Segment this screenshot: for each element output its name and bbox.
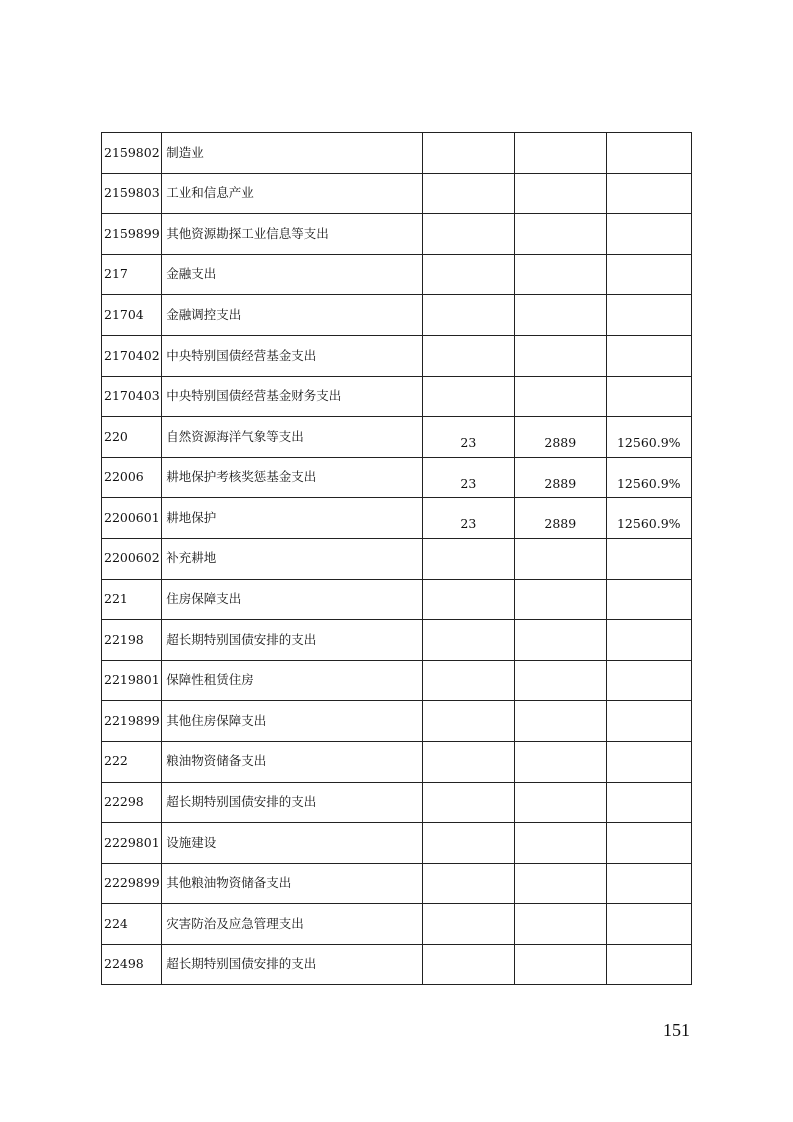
row-value-3 bbox=[607, 247, 691, 254]
row-value-3 bbox=[607, 612, 691, 619]
row-code-cell bbox=[102, 660, 162, 701]
row-value-3-cell bbox=[606, 417, 691, 458]
row-code: 2159802 bbox=[104, 144, 160, 160]
row-value-2-cell bbox=[515, 579, 606, 620]
row-value-3-cell bbox=[606, 782, 691, 823]
row-value-2-cell bbox=[515, 133, 606, 174]
budget-table bbox=[101, 132, 692, 985]
row-name-cell bbox=[162, 701, 422, 742]
row-name: 超长期特别国债安排的支出 bbox=[166, 956, 317, 972]
row-name: 耕地保护考核奖惩基金支出 bbox=[166, 469, 317, 485]
row-code: 2229899 bbox=[104, 875, 160, 891]
row-code-cell bbox=[102, 376, 162, 417]
row-value-2: 2889 bbox=[544, 475, 577, 491]
row-value-1-cell bbox=[422, 457, 514, 498]
row-code-cell bbox=[102, 620, 162, 661]
row-value-1-cell bbox=[422, 904, 514, 945]
row-name-cell bbox=[162, 173, 422, 214]
row-value-3 bbox=[607, 206, 691, 213]
row-value-1 bbox=[423, 409, 514, 416]
row-name-cell bbox=[162, 660, 422, 701]
row-value-2-cell bbox=[515, 254, 606, 295]
row-value-2-cell bbox=[515, 538, 606, 579]
row-value-3 bbox=[607, 287, 691, 294]
table-row bbox=[102, 741, 692, 782]
row-value-2-cell bbox=[515, 944, 606, 985]
row-value-1 bbox=[423, 775, 514, 782]
row-value-3-cell bbox=[606, 295, 691, 336]
row-value-1 bbox=[423, 612, 514, 619]
row-name-cell bbox=[162, 538, 422, 579]
row-code: 2200602 bbox=[104, 550, 160, 566]
row-value-2 bbox=[515, 856, 605, 863]
row-value-1 bbox=[423, 328, 514, 335]
row-value-1-cell bbox=[422, 417, 514, 458]
row-value-3-cell bbox=[606, 823, 691, 864]
row-value-2 bbox=[515, 409, 605, 416]
row-value-2-cell bbox=[515, 214, 606, 255]
row-value-3-cell bbox=[606, 863, 691, 904]
table-row bbox=[102, 620, 692, 661]
row-name: 耕地保护 bbox=[166, 509, 217, 525]
row-code-cell bbox=[102, 417, 162, 458]
row-code: 22298 bbox=[104, 794, 144, 810]
row-value-3-cell bbox=[606, 457, 691, 498]
page-number: 151 bbox=[663, 1020, 690, 1040]
row-value-1-cell bbox=[422, 863, 514, 904]
row-name: 中央特别国债经营基金支出 bbox=[166, 347, 317, 363]
row-code-cell bbox=[102, 214, 162, 255]
row-value-2 bbox=[515, 815, 605, 822]
row-value-1 bbox=[423, 166, 514, 173]
row-name-cell bbox=[162, 741, 422, 782]
row-value-1 bbox=[423, 369, 514, 376]
row-value-3-cell bbox=[606, 904, 691, 945]
row-value-2 bbox=[515, 287, 605, 294]
row-code-cell bbox=[102, 538, 162, 579]
row-value-3 bbox=[607, 409, 691, 416]
row-value-2 bbox=[515, 775, 605, 782]
row-code-cell bbox=[102, 457, 162, 498]
row-code-cell bbox=[102, 335, 162, 376]
row-value-2 bbox=[515, 247, 605, 254]
row-code-cell bbox=[102, 295, 162, 336]
row-name-cell bbox=[162, 498, 422, 539]
row-value-1-cell bbox=[422, 701, 514, 742]
table-row bbox=[102, 823, 692, 864]
row-value-1 bbox=[423, 896, 514, 903]
row-name-cell bbox=[162, 214, 422, 255]
row-value-2 bbox=[515, 977, 605, 984]
row-value-3-cell bbox=[606, 335, 691, 376]
row-value-2: 2889 bbox=[544, 435, 577, 451]
row-value-3 bbox=[607, 653, 691, 660]
row-value-2-cell bbox=[515, 173, 606, 214]
row-value-3: 12560.9% bbox=[616, 516, 681, 532]
row-code: 2170402 bbox=[104, 347, 160, 363]
row-name: 其他住房保障支出 bbox=[166, 712, 267, 728]
row-name: 住房保障支出 bbox=[166, 591, 242, 607]
row-code: 2159899 bbox=[104, 225, 160, 241]
row-code: 2229801 bbox=[104, 834, 160, 850]
row-value-1 bbox=[423, 815, 514, 822]
row-value-1-cell bbox=[422, 214, 514, 255]
table-row bbox=[102, 173, 692, 214]
row-value-1-cell bbox=[422, 538, 514, 579]
row-value-2 bbox=[515, 653, 605, 660]
row-code: 22498 bbox=[104, 956, 144, 972]
row-value-2-cell bbox=[515, 701, 606, 742]
table-row bbox=[102, 335, 692, 376]
row-name: 制造业 bbox=[166, 144, 204, 160]
row-name-cell bbox=[162, 863, 422, 904]
table-row bbox=[102, 538, 692, 579]
row-code: 222 bbox=[104, 753, 128, 769]
row-code: 2170403 bbox=[104, 388, 160, 404]
row-value-1 bbox=[423, 206, 514, 213]
row-code-cell bbox=[102, 741, 162, 782]
table-row bbox=[102, 133, 692, 174]
row-value-1-cell bbox=[422, 498, 514, 539]
row-value-3-cell bbox=[606, 214, 691, 255]
row-value-2-cell bbox=[515, 417, 606, 458]
row-value-1-cell bbox=[422, 335, 514, 376]
row-name: 金融支出 bbox=[166, 266, 217, 282]
table-body bbox=[102, 133, 692, 985]
row-value-2-cell bbox=[515, 904, 606, 945]
row-code: 221 bbox=[104, 591, 128, 607]
row-value-1 bbox=[423, 247, 514, 254]
row-value-3-cell bbox=[606, 620, 691, 661]
row-value-3-cell bbox=[606, 376, 691, 417]
row-code: 21704 bbox=[104, 306, 144, 322]
row-value-3 bbox=[607, 937, 691, 944]
row-code-cell bbox=[102, 498, 162, 539]
row-value-1-cell bbox=[422, 741, 514, 782]
row-code-cell bbox=[102, 944, 162, 985]
row-name: 中央特别国债经营基金财务支出 bbox=[166, 388, 342, 404]
row-value-1-cell bbox=[422, 173, 514, 214]
row-value-1-cell bbox=[422, 376, 514, 417]
table-row bbox=[102, 660, 692, 701]
row-code: 2200601 bbox=[104, 509, 160, 525]
row-value-1: 23 bbox=[460, 435, 477, 451]
row-value-2 bbox=[515, 572, 605, 579]
row-name: 超长期特别国债安排的支出 bbox=[166, 631, 317, 647]
row-name: 超长期特别国债安排的支出 bbox=[166, 794, 317, 810]
row-code-cell bbox=[102, 254, 162, 295]
row-value-1-cell bbox=[422, 660, 514, 701]
row-value-1 bbox=[423, 693, 514, 700]
row-value-2-cell bbox=[515, 823, 606, 864]
row-value-2-cell bbox=[515, 620, 606, 661]
row-code-cell bbox=[102, 904, 162, 945]
row-value-3: 12560.9% bbox=[616, 475, 681, 491]
row-value-3 bbox=[607, 775, 691, 782]
row-value-2-cell bbox=[515, 863, 606, 904]
row-name: 其他粮油物资储备支出 bbox=[166, 875, 292, 891]
row-name-cell bbox=[162, 254, 422, 295]
row-value-3-cell bbox=[606, 701, 691, 742]
row-code: 2219899 bbox=[104, 712, 160, 728]
row-value-3-cell bbox=[606, 133, 691, 174]
row-name-cell bbox=[162, 335, 422, 376]
row-value-2 bbox=[515, 166, 605, 173]
row-name-cell bbox=[162, 579, 422, 620]
table-row bbox=[102, 782, 692, 823]
row-name: 灾害防治及应急管理支出 bbox=[166, 915, 304, 931]
row-name: 保障性租赁住房 bbox=[166, 672, 254, 688]
row-name: 补充耕地 bbox=[166, 550, 217, 566]
row-value-1 bbox=[423, 734, 514, 741]
row-value-3 bbox=[607, 856, 691, 863]
row-value-3 bbox=[607, 734, 691, 741]
row-value-2-cell bbox=[515, 335, 606, 376]
row-value-3: 12560.9% bbox=[616, 435, 681, 451]
row-name: 设施建设 bbox=[166, 834, 217, 850]
row-code: 217 bbox=[104, 266, 128, 282]
row-value-3 bbox=[607, 815, 691, 822]
row-code: 224 bbox=[104, 915, 128, 931]
row-value-1 bbox=[423, 572, 514, 579]
row-name-cell bbox=[162, 620, 422, 661]
row-value-2 bbox=[515, 612, 605, 619]
row-code: 220 bbox=[104, 428, 128, 444]
row-value-1-cell bbox=[422, 579, 514, 620]
row-value-1-cell bbox=[422, 823, 514, 864]
row-name-cell bbox=[162, 295, 422, 336]
row-value-1-cell bbox=[422, 944, 514, 985]
row-value-2 bbox=[515, 328, 605, 335]
row-name: 金融调控支出 bbox=[166, 306, 242, 322]
row-value-3-cell bbox=[606, 579, 691, 620]
row-code-cell bbox=[102, 823, 162, 864]
row-name-cell bbox=[162, 417, 422, 458]
row-code: 22198 bbox=[104, 631, 144, 647]
row-value-1: 23 bbox=[460, 475, 477, 491]
row-value-1-cell bbox=[422, 254, 514, 295]
row-code-cell bbox=[102, 782, 162, 823]
table-row bbox=[102, 904, 692, 945]
row-name: 自然资源海洋气象等支出 bbox=[166, 428, 304, 444]
row-value-1 bbox=[423, 856, 514, 863]
row-value-1-cell bbox=[422, 295, 514, 336]
row-value-2-cell bbox=[515, 741, 606, 782]
row-value-3 bbox=[607, 369, 691, 376]
row-value-3 bbox=[607, 977, 691, 984]
row-name-cell bbox=[162, 904, 422, 945]
table-row bbox=[102, 295, 692, 336]
table-row bbox=[102, 579, 692, 620]
row-value-1 bbox=[423, 977, 514, 984]
row-value-3-cell bbox=[606, 944, 691, 985]
table-row bbox=[102, 701, 692, 742]
row-value-2-cell bbox=[515, 457, 606, 498]
row-value-3 bbox=[607, 693, 691, 700]
row-value-1 bbox=[423, 937, 514, 944]
row-value-2 bbox=[515, 896, 605, 903]
row-value-2 bbox=[515, 206, 605, 213]
row-value-3-cell bbox=[606, 741, 691, 782]
row-value-1 bbox=[423, 287, 514, 294]
row-name-cell bbox=[162, 944, 422, 985]
row-code: 2219801 bbox=[104, 672, 160, 688]
row-value-3-cell bbox=[606, 660, 691, 701]
row-value-2 bbox=[515, 693, 605, 700]
row-value-1-cell bbox=[422, 782, 514, 823]
row-name-cell bbox=[162, 376, 422, 417]
table-row bbox=[102, 498, 692, 539]
row-name-cell bbox=[162, 457, 422, 498]
row-code: 22006 bbox=[104, 469, 144, 485]
row-value-1-cell bbox=[422, 620, 514, 661]
table-row bbox=[102, 457, 692, 498]
row-value-3 bbox=[607, 572, 691, 579]
row-value-3 bbox=[607, 166, 691, 173]
row-code-cell bbox=[102, 701, 162, 742]
row-value-3 bbox=[607, 896, 691, 903]
table-row bbox=[102, 214, 692, 255]
row-name-cell bbox=[162, 782, 422, 823]
table-row bbox=[102, 863, 692, 904]
row-value-1-cell bbox=[422, 133, 514, 174]
row-value-3 bbox=[607, 328, 691, 335]
row-value-1 bbox=[423, 653, 514, 660]
row-value-2-cell bbox=[515, 376, 606, 417]
table-row bbox=[102, 254, 692, 295]
row-name: 粮油物资储备支出 bbox=[166, 753, 267, 769]
row-code-cell bbox=[102, 133, 162, 174]
row-name-cell bbox=[162, 133, 422, 174]
row-value-3-cell bbox=[606, 173, 691, 214]
table-row bbox=[102, 417, 692, 458]
row-code-cell bbox=[102, 173, 162, 214]
row-value-2 bbox=[515, 734, 605, 741]
row-value-2-cell bbox=[515, 782, 606, 823]
row-value-2 bbox=[515, 937, 605, 944]
row-name-cell bbox=[162, 823, 422, 864]
table-row bbox=[102, 376, 692, 417]
row-value-3-cell bbox=[606, 538, 691, 579]
row-code-cell bbox=[102, 863, 162, 904]
row-code-cell bbox=[102, 579, 162, 620]
row-value-2-cell bbox=[515, 295, 606, 336]
row-value-1: 23 bbox=[460, 516, 477, 532]
row-name: 其他资源勘探工业信息等支出 bbox=[166, 225, 329, 241]
row-name: 工业和信息产业 bbox=[166, 185, 254, 201]
row-value-3-cell bbox=[606, 254, 691, 295]
row-code: 2159803 bbox=[104, 185, 160, 201]
row-value-2-cell bbox=[515, 498, 606, 539]
table-row bbox=[102, 944, 692, 985]
row-value-3-cell bbox=[606, 498, 691, 539]
row-value-2: 2889 bbox=[544, 516, 577, 532]
row-value-2-cell bbox=[515, 660, 606, 701]
row-value-2 bbox=[515, 369, 605, 376]
